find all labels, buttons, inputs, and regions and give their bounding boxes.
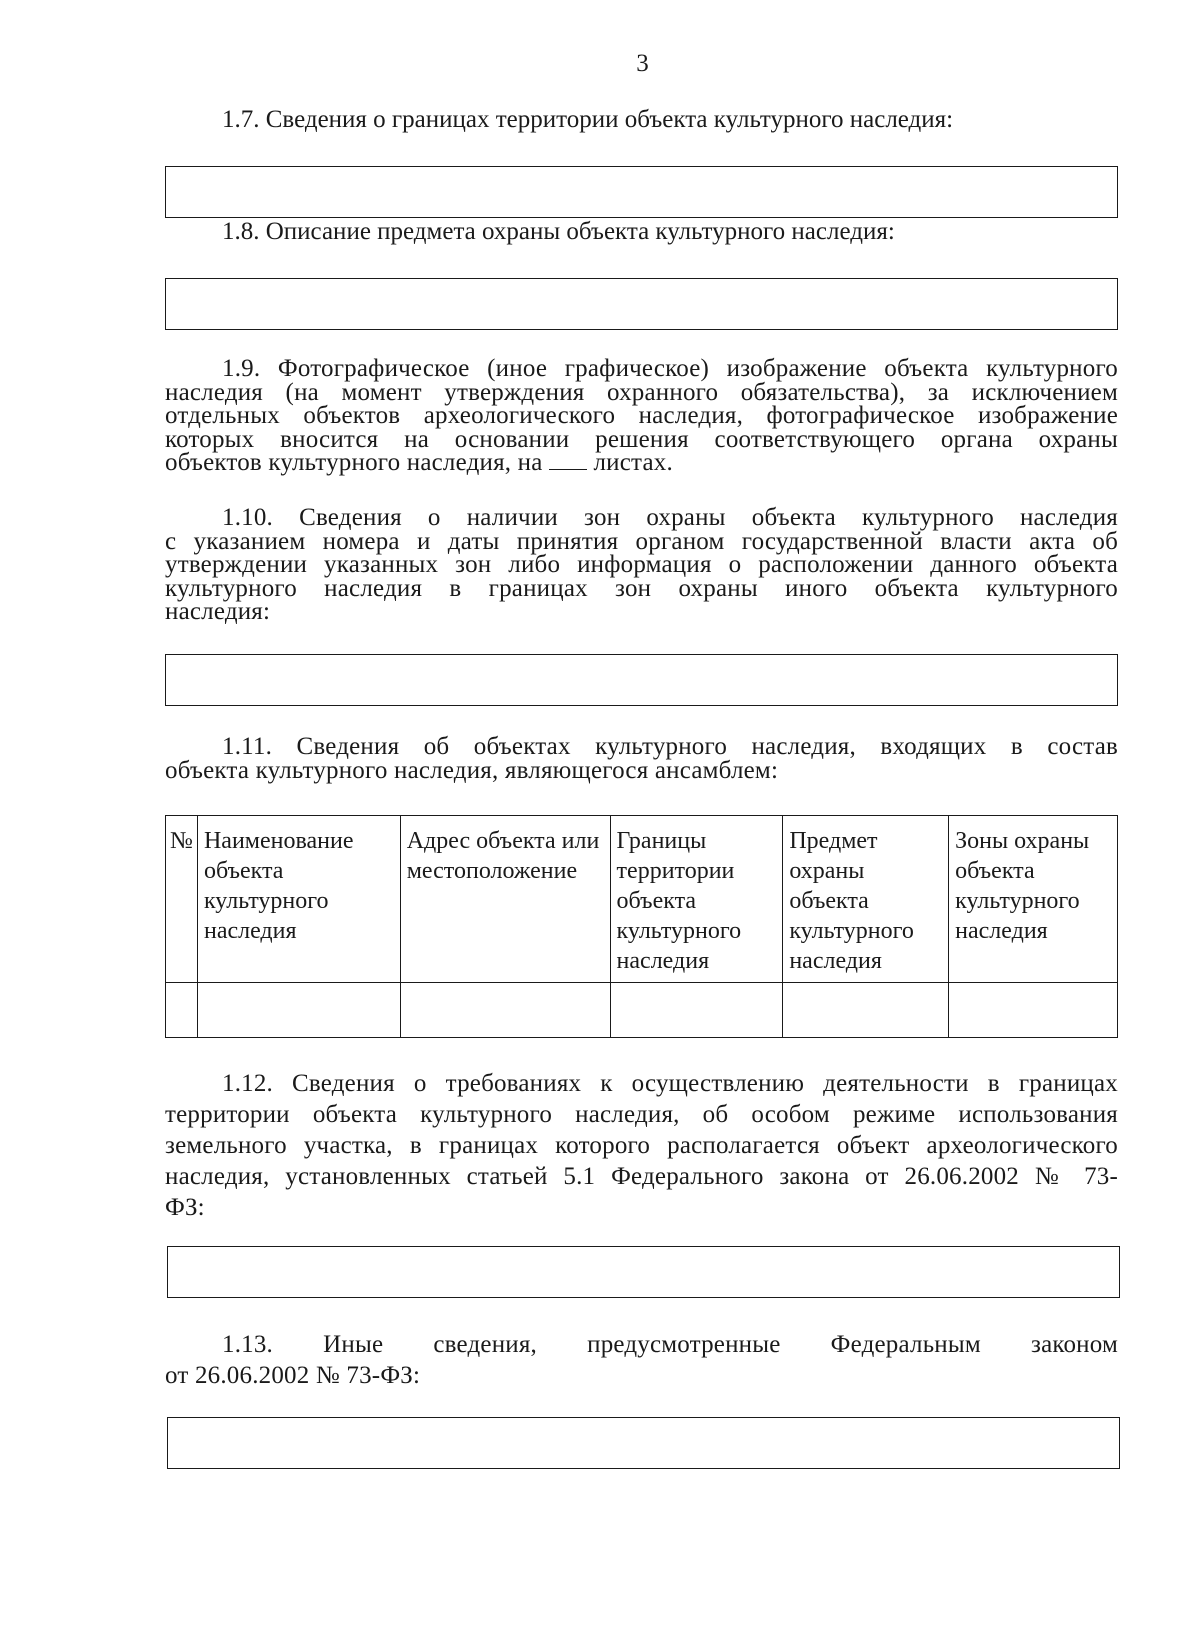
- section-1-10-line-2: с указанием номера и даты принятия органом государственной власти акта об: [165, 527, 1118, 555]
- section-1-12-line-5: ФЗ:: [165, 1194, 205, 1221]
- section-1-12-line-2: территории объекта культурного наследия, об особом режиме использования: [165, 1101, 1118, 1128]
- section-1-8-field[interactable]: [165, 278, 1118, 330]
- ensemble-objects-table: [165, 815, 1118, 1038]
- table-cell-address[interactable]: [400, 983, 610, 1038]
- section-1-13-text: [165, 1329, 1118, 1391]
- sheets-count-blank[interactable]: [549, 451, 587, 470]
- table-cell-protection-zones[interactable]: [949, 983, 1118, 1038]
- section-1-9-text: [165, 357, 1118, 475]
- section-1-12-line-4: наследия, установленных статьей 5.1 Федерального закона от 26.06.2002 № 73-: [165, 1163, 1118, 1190]
- col-header-address: Адрес объекта или местоположение: [400, 816, 610, 983]
- section-1-7-field[interactable]: [165, 166, 1118, 218]
- section-1-10-line-1: 1.10. Сведения о наличии зон охраны объекта культурного наследия: [222, 504, 1118, 531]
- section-1-13-field[interactable]: [167, 1417, 1120, 1469]
- col-header-boundaries: Границы территории объекта культурного наследия: [610, 816, 783, 983]
- table-cell-name[interactable]: [197, 983, 400, 1038]
- col-header-number: №: [166, 816, 198, 983]
- section-1-12-text: [165, 1068, 1118, 1223]
- table-cell-number[interactable]: [166, 983, 198, 1038]
- col-header-name: Наименование объекта культурного наследия: [197, 816, 400, 983]
- section-1-9-line-5: объектов культурного наследия, на листах.: [165, 449, 673, 476]
- section-1-7-heading: 1.7. Сведения о границах территории объекта культурного наследия:: [222, 106, 954, 133]
- section-1-8-heading: 1.8. Описание предмета охраны объекта культурного наследия:: [222, 218, 895, 245]
- section-1-12-line-1: 1.12. Сведения о требованиях к осуществлению деятельности в границах: [222, 1070, 1118, 1097]
- section-1-13-line-2: от 26.06.2002 № 73-ФЗ:: [165, 1362, 421, 1389]
- section-1-12-field[interactable]: [167, 1246, 1120, 1298]
- section-1-10-line-3: утверждении указанных зон либо информация о расположении данного объекта: [165, 551, 1118, 578]
- section-1-10-text: [165, 506, 1118, 624]
- section-1-9-line-3: отдельных объектов археологического наследия, фотографическое изображение: [165, 402, 1118, 429]
- section-1-9-line-4: которых вносится на основании решения соответствующего органа охраны: [165, 425, 1118, 453]
- section-1-9-line-1: 1.9. Фотографическое (иное графическое) изображение объекта культурного: [222, 355, 1118, 382]
- section-1-10-field[interactable]: [165, 654, 1118, 706]
- col-header-protection-zones: Зоны охраны объекта культурного наследия: [949, 816, 1118, 983]
- section-1-10-line-4: культурного наследия в границах зон охраны иного объекта культурного: [165, 574, 1118, 602]
- section-1-11-line-2: объекта культурного наследия, являющегося ансамблем:: [165, 756, 779, 784]
- table-cell-boundaries[interactable]: [610, 983, 783, 1038]
- section-1-12-line-3: земельного участка, в границах которого располагается объект археологического: [165, 1132, 1118, 1159]
- table-cell-protection-subject[interactable]: [783, 983, 949, 1038]
- table-row: [166, 983, 1118, 1038]
- section-1-9-line-2: наследия (на момент утверждения охранного обязательства), за исключением: [165, 378, 1118, 406]
- page-number: 3: [636, 50, 649, 77]
- section-1-10-line-5: наследия:: [165, 598, 271, 625]
- section-1-13-line-1: 1.13. Иные сведения, предусмотренные Федеральным законом: [222, 1331, 1118, 1358]
- section-1-11-line-1: 1.11. Сведения об объектах культурного наследия, входящих в состав: [222, 733, 1118, 760]
- section-1-11-text: [165, 735, 1118, 782]
- table-header-row: [166, 816, 1118, 983]
- col-header-protection-subject: Предмет охраны объекта культурного наследия: [783, 816, 949, 983]
